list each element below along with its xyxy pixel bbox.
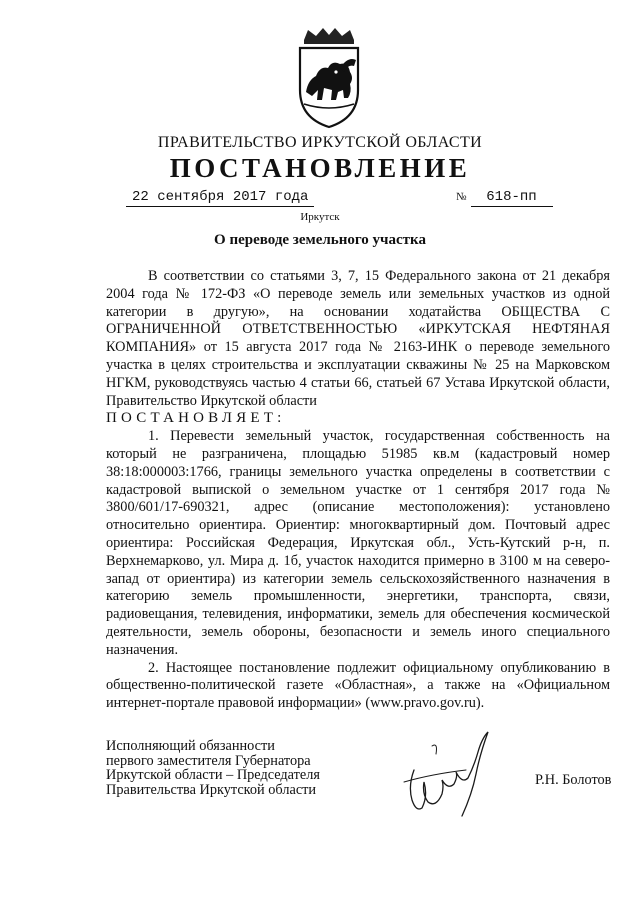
document-body bbox=[106, 268, 610, 713]
position-line: Иркутской области – Председателя bbox=[106, 767, 320, 783]
item-2-paragraph: 2. Настоящее постановление подлежит официальному опубликованию в общественно-политической газете «Областная», а также на «Официальном интернет-портале правовой информации» (www.pravo.gov.ru). bbox=[106, 659, 610, 712]
position-line: Исполняющий обязанности bbox=[106, 738, 275, 754]
city-name: Иркутск bbox=[300, 211, 340, 223]
document-title: О переводе земельного участка bbox=[214, 232, 426, 248]
signatory-name: Р.Н. Болотов bbox=[535, 772, 612, 788]
document-number-field bbox=[456, 189, 553, 207]
document-date: 22 сентября 2017 года bbox=[126, 189, 314, 207]
preamble-paragraph: В соответствии со статьями 3, 7, 15 Федерального закона от 21 декабря 2004 года № 172-ФЗ «О переводе земель или земельных участков из одной категории в другую», на основании ходатайства ОБЩЕСТВА С ОГРАНИЧЕННОЙ ОТВЕТСТВЕННОСТЬЮ «ИРКУТСКАЯ НЕФТЯНАЯ КОМПАНИЯ» от 15 августа 2017 года № 2163-ИНК о переводе земельного участка в целях строительства и эксплуатации скважины № 25 на Марковском НГКМ, руководствуясь частью 4 статьи 66, статьей 67 Устава Иркутской области, Правительство Иркутской области bbox=[106, 268, 610, 409]
signatory-position bbox=[106, 739, 320, 797]
item-1-paragraph: 1. Перевести земельный участок, государственная собственность на который не разграничена, площадью 51985 кв.м (кадастровый номер 38:18:000003:1766, границы земельного участка определены в соответствии с кадастровой выпиской о земельном участке от 1 сентября 2017 года № 3800/601/17-690321, адрес (описание местоположения): установлено относительно ориентира. Ориентир: многоквартирный дом. Почтовый адрес ориентира: Российская Федерация, Иркутская обл., Усть-Кутский р-н, п. Верхнемарково, ул. Мира д. 1б, участок находится примерно в 3100 м на северо-запад от ориентира) из категории земель сельскохозяйственного назначения в категорию земель промышленности, энергетики, транспорта, связи, радиовещания, телевидения, информатики, земель для обеспечения космической деятельности, земель обороны, безопасности и земель иного специального назначения. bbox=[106, 428, 610, 658]
coat-of-arms-icon bbox=[296, 26, 362, 130]
number-sign: № bbox=[456, 191, 467, 203]
decree-word: ПОСТАНОВЛЯЕТ: bbox=[106, 410, 286, 427]
handwritten-signature-icon bbox=[392, 724, 502, 824]
organization-name: ПРАВИТЕЛЬСТВО ИРКУТСКОЙ ОБЛАСТИ bbox=[157, 134, 483, 151]
position-line: первого заместителя Губернатора bbox=[106, 752, 311, 769]
document-number: 618-пп bbox=[471, 189, 553, 207]
position-line: Правительства Иркутской области bbox=[106, 781, 317, 798]
document-type: ПОСТАНОВЛЕНИЕ bbox=[169, 153, 471, 183]
